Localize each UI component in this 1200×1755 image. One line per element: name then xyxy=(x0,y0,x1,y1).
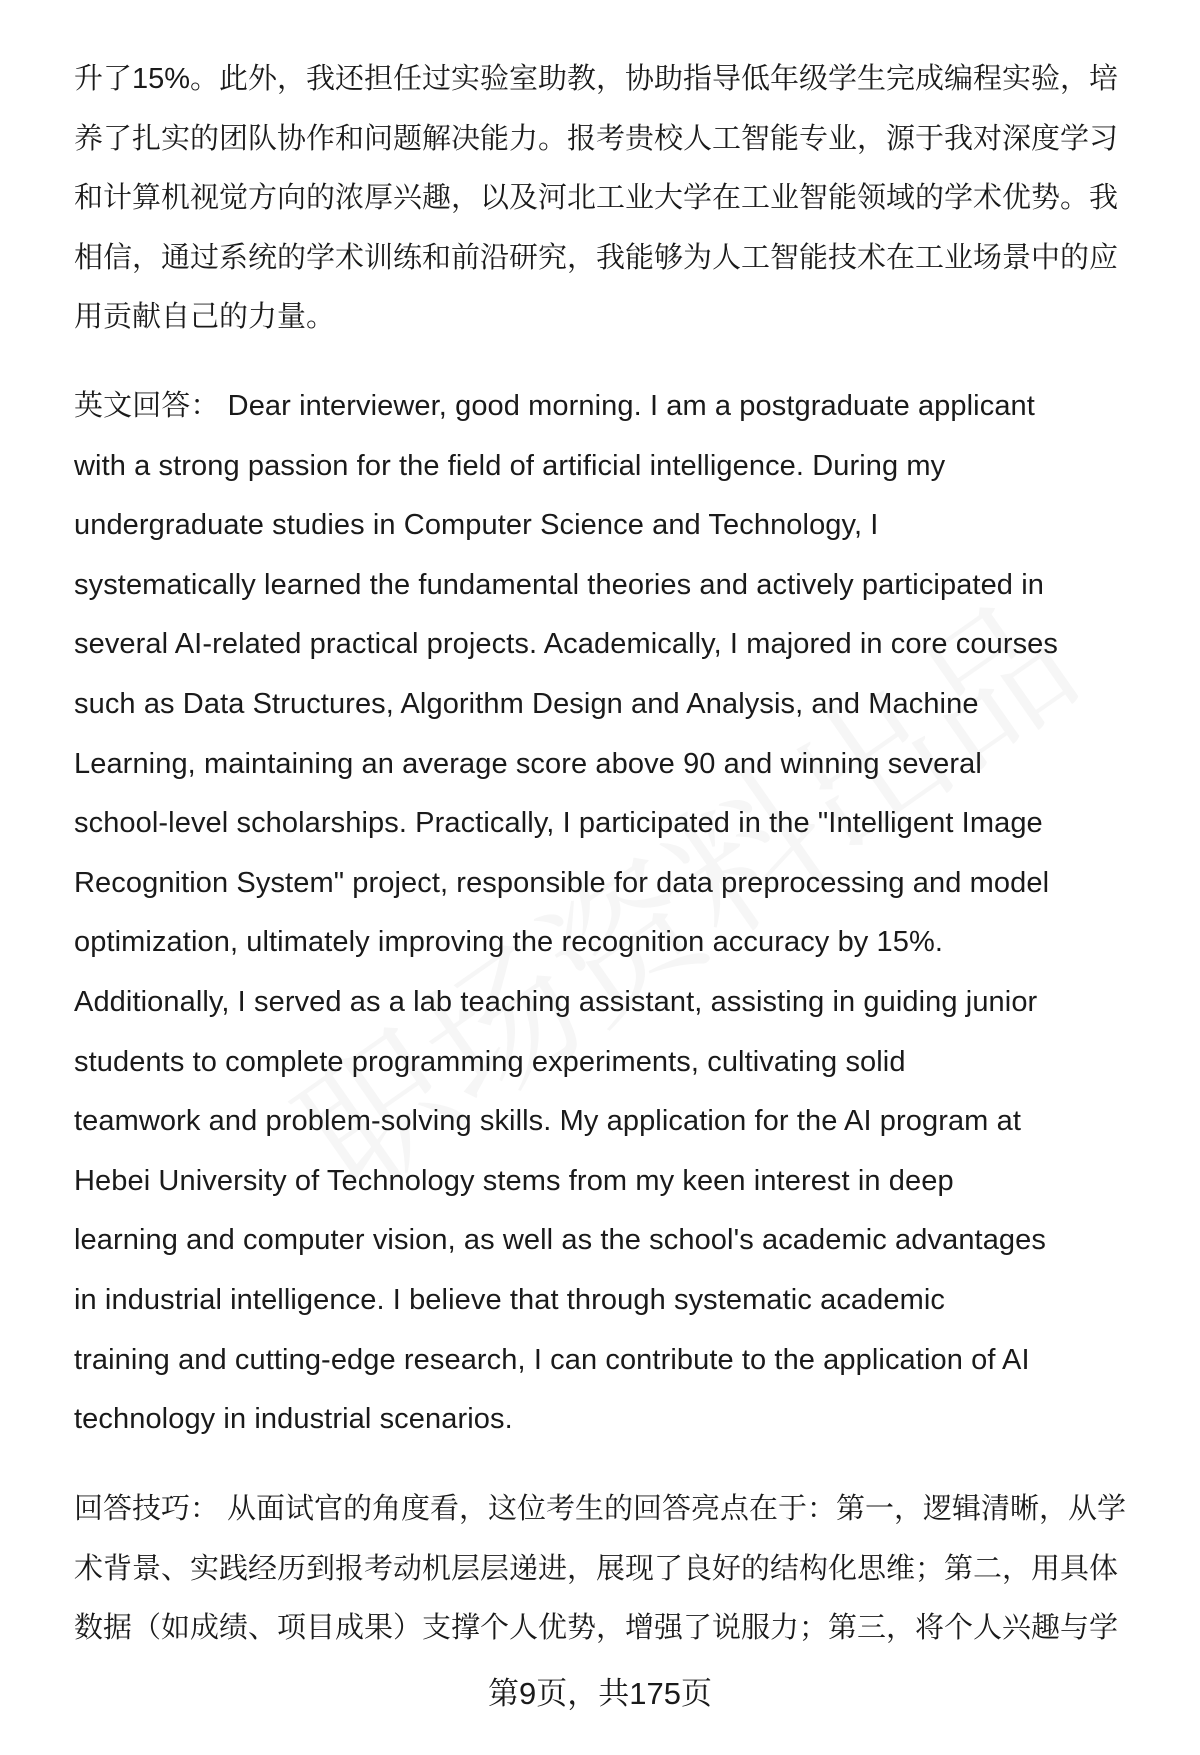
text-line: 回答技巧： 从面试官的角度看，这位考生的回答亮点在于：第一，逻辑清晰，从学 xyxy=(74,1493,1127,1525)
text-line: 术背景、实践经历到报考动机层层递进，展现了良好的结构化思维；第二，用具体 xyxy=(74,1552,1119,1585)
text-line: students to complete programming experiments, cultivating solid xyxy=(74,1045,906,1078)
text-line: 用贡献自己的力量。 xyxy=(74,301,336,334)
text-line: several AI-related practical projects. Academically, I majored in core courses xyxy=(74,628,1059,661)
text-line: Recognition System" project, responsible for data preprocessing and model xyxy=(74,866,1050,899)
text-line: optimization, ultimately improving the recognition accuracy by 15%. xyxy=(74,926,944,959)
text-line: undergraduate studies in Computer Science and Technology, I xyxy=(74,509,879,542)
text-line: training and cutting-edge research, I can contribute to the application of AI xyxy=(74,1343,1030,1376)
text-line: 养了扎实的团队协作和问题解决能力。报考贵校人工智能专业，源于我对深度学习 xyxy=(74,122,1119,155)
english-answer-paragraph xyxy=(74,377,1154,1450)
text-line: teamwork and problem-solving skills. My application for the AI program at xyxy=(74,1105,1021,1138)
text-line: systematically learned the fundamental theories and actively participated in xyxy=(74,568,1044,601)
text-line: Learning, maintaining an average score above 90 and winning several xyxy=(74,747,982,780)
text-line: with a strong passion for the field of artificial intelligence. During my xyxy=(74,449,946,482)
page-number: 第9页，共175页 xyxy=(488,1676,712,1711)
answer-tips-paragraph xyxy=(74,1480,1154,1659)
text-line: Additionally, I served as a lab teaching assistant, assisting in guiding junior xyxy=(74,985,1038,1018)
text-line: learning and computer vision, as well as the school's academic advantages xyxy=(74,1224,1046,1257)
text-line: 和计算机视觉方向的浓厚兴趣，以及河北工业大学在工业智能领域的学术优势。我 xyxy=(74,182,1119,215)
chinese-answer-paragraph xyxy=(74,50,1154,348)
text-line: 数据（如成绩、项目成果）支撑个人优势，增强了说服力；第三，将个人兴趣与学 xyxy=(74,1612,1119,1645)
text-line: 英文回答： Dear interviewer, good morning. I am a postgraduate applicant xyxy=(74,390,1035,422)
text-line: such as Data Structures, Algorithm Design and Analysis, and Machine xyxy=(74,687,979,720)
text-line: 相信，通过系统的学术训练和前沿研究，我能够为人工智能技术在工业场景中的应 xyxy=(74,241,1119,274)
text-line: Hebei University of Technology stems from my keen interest in deep xyxy=(74,1164,954,1197)
text-line: 升了15%。此外，我还担任过实验室助教，协助指导低年级学生完成编程实验，培 xyxy=(74,63,1119,95)
text-line: school-level scholarships. Practically, I participated in the "Intelligent Image xyxy=(74,807,1043,840)
text-line: technology in industrial scenarios. xyxy=(74,1403,513,1436)
text-line: in industrial intelligence. I believe that through systematic academic xyxy=(74,1283,946,1316)
